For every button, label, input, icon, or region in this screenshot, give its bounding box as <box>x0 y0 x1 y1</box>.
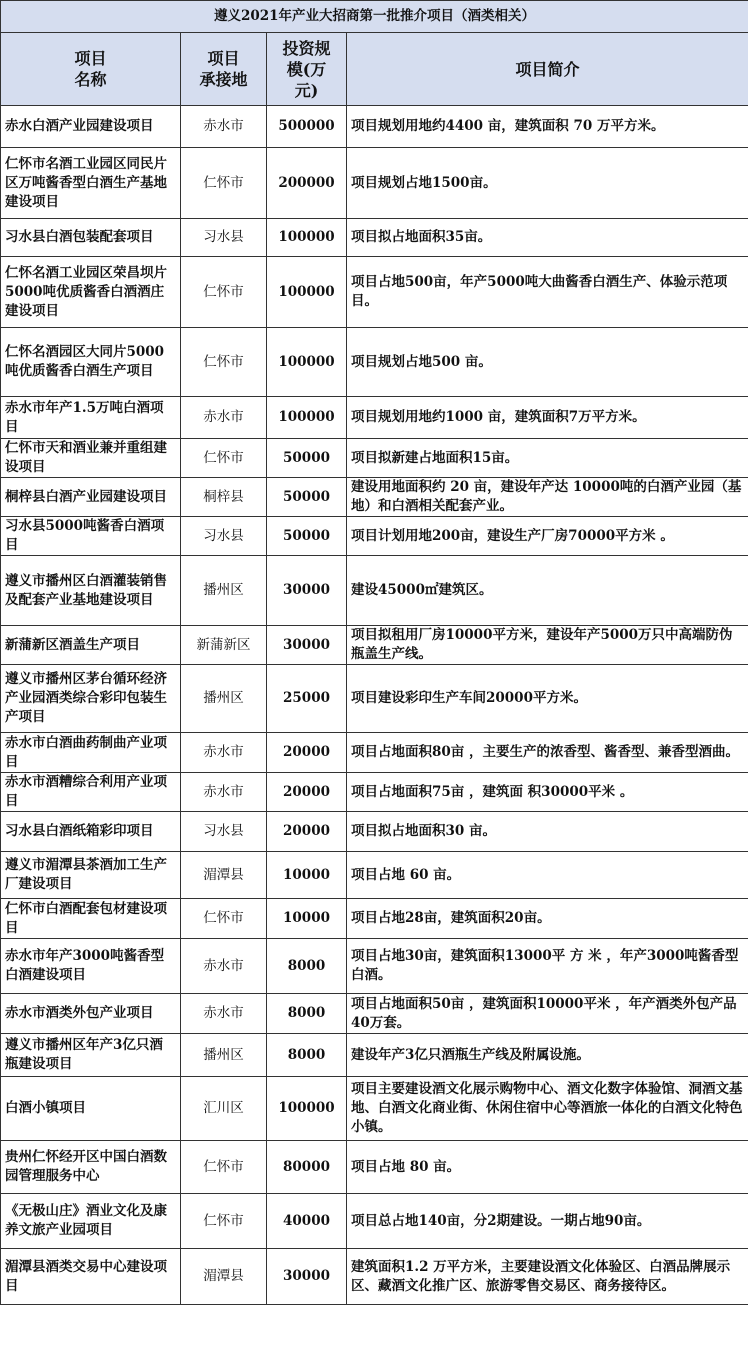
project-investment-cell: 8000 <box>267 1034 347 1077</box>
project-name-cell: 遵义市湄潭县茶酒加工生产厂建设项目 <box>1 852 181 899</box>
project-description-cell: 项目拟租用厂房10000平方米，建设年产5000万只中高端防伪瓶盖生产线。 <box>347 626 748 665</box>
table-row <box>1 812 748 852</box>
table-row <box>1 733 748 773</box>
project-description-cell: 项目占地面积80亩 ，主要生产的浓香型、酱香型、兼香型酒曲。 <box>347 733 748 773</box>
project-investment-cell: 100000 <box>267 1077 347 1141</box>
project-description-cell: 建设年产3亿只酒瓶生产线及附属设施。 <box>347 1034 748 1077</box>
project-description-cell: 项目占地面积50亩 ，建筑面积10000平米 ，年产酒类外包产品40万套。 <box>347 994 748 1034</box>
project-location-cell: 湄潭县 <box>181 1249 267 1305</box>
table-row <box>1 1249 748 1305</box>
project-location-cell: 桐梓县 <box>181 478 267 517</box>
project-investment-cell: 100000 <box>267 397 347 439</box>
project-location-cell: 赤水市 <box>181 773 267 812</box>
project-description-cell: 项目占地 80 亩。 <box>347 1141 748 1194</box>
table-row <box>1 1034 748 1077</box>
project-investment-cell: 100000 <box>267 328 347 397</box>
project-description-cell: 项目拟占地面积35亩。 <box>347 219 748 257</box>
project-location-cell: 仁怀市 <box>181 439 267 478</box>
project-description-cell: 项目总占地140亩，分2期建设。一期占地90亩。 <box>347 1194 748 1249</box>
project-investment-cell: 10000 <box>267 899 347 939</box>
project-description-cell: 项目规划占地500 亩。 <box>347 328 748 397</box>
project-description-cell: 项目主要建设酒文化展示购物中心、酒文化数字体验馆、洞酒文基地、白酒文化商业街、休闲住宿中心等酒旅一体化的白酒文化特色小镇。 <box>347 1077 748 1141</box>
project-location-cell: 仁怀市 <box>181 257 267 328</box>
project-description-cell: 建筑面积1.2 万平方米，主要建设酒文化体验区、白酒品牌展示区、藏酒文化推广区、旅游零售交易区、商务接待区。 <box>347 1249 748 1305</box>
project-investment-cell: 200000 <box>267 148 347 219</box>
project-location-cell: 仁怀市 <box>181 1141 267 1194</box>
project-name-cell: 仁怀市天和酒业兼并重组建设项目 <box>1 439 181 478</box>
table-row <box>1 626 748 665</box>
table-row <box>1 899 748 939</box>
table-row <box>1 397 748 439</box>
project-name-cell: 赤水市白酒曲药制曲产业项目 <box>1 733 181 773</box>
project-investment-cell: 80000 <box>267 1141 347 1194</box>
project-name-cell: 遵义市播州区年产3亿只酒瓶建设项目 <box>1 1034 181 1077</box>
header-description: 项目简介 <box>347 33 748 106</box>
project-name-cell: 赤水市酒类外包产业项目 <box>1 994 181 1034</box>
project-name-cell: 新蒲新区酒盖生产项目 <box>1 626 181 665</box>
project-location-cell: 汇川区 <box>181 1077 267 1141</box>
project-description-cell: 建设用地面积约 20 亩，建设年产达 10000吨的白酒产业园（基地）和白酒相关配套产业。 <box>347 478 748 517</box>
project-investment-cell: 10000 <box>267 852 347 899</box>
project-investment-cell: 30000 <box>267 1249 347 1305</box>
table-row <box>1 1141 748 1194</box>
project-location-cell: 播州区 <box>181 665 267 733</box>
table-row <box>1 439 748 478</box>
project-location-cell: 仁怀市 <box>181 1194 267 1249</box>
project-location-cell: 播州区 <box>181 556 267 626</box>
project-location-cell: 播州区 <box>181 1034 267 1077</box>
project-investment-cell: 8000 <box>267 994 347 1034</box>
project-location-cell: 赤水市 <box>181 733 267 773</box>
project-description-cell: 项目拟占地面积30 亩。 <box>347 812 748 852</box>
project-name-cell: 赤水市年产1.5万吨白酒项目 <box>1 397 181 439</box>
project-name-cell: 《无极山庄》酒业文化及康养文旅产业园项目 <box>1 1194 181 1249</box>
project-location-cell: 习水县 <box>181 219 267 257</box>
project-investment-cell: 8000 <box>267 939 347 994</box>
project-investment-cell: 30000 <box>267 626 347 665</box>
header-location: 项目 承接地 <box>181 33 267 106</box>
project-name-cell: 贵州仁怀经开区中国白酒数园管理服务中心 <box>1 1141 181 1194</box>
project-name-cell: 桐梓县白酒产业园建设项目 <box>1 478 181 517</box>
project-location-cell: 习水县 <box>181 517 267 556</box>
table-row <box>1 1077 748 1141</box>
project-location-cell: 仁怀市 <box>181 899 267 939</box>
project-description-cell: 项目计划用地200亩，建设生产厂房70000平方米 。 <box>347 517 748 556</box>
project-location-cell: 仁怀市 <box>181 148 267 219</box>
project-name-cell: 习水县白酒包装配套项目 <box>1 219 181 257</box>
project-description-cell: 项目占地30亩，建筑面积13000平 方 米 ，年产3000吨酱香型白酒。 <box>347 939 748 994</box>
project-description-cell: 项目占地 60 亩。 <box>347 852 748 899</box>
project-investment-cell: 20000 <box>267 812 347 852</box>
project-location-cell: 习水县 <box>181 812 267 852</box>
project-description-cell: 项目规划占地1500亩。 <box>347 148 748 219</box>
project-name-cell: 仁怀名酒园区大同片5000吨优质酱香白酒生产项目 <box>1 328 181 397</box>
project-name-cell: 仁怀市名酒工业园区同民片区万吨酱香型白酒生产基地建设项目 <box>1 148 181 219</box>
table-row <box>1 106 748 148</box>
project-name-cell: 赤水白酒产业园建设项目 <box>1 106 181 148</box>
table-row <box>1 556 748 626</box>
project-investment-cell: 20000 <box>267 733 347 773</box>
project-name-cell: 仁怀市白酒配套包材建设项目 <box>1 899 181 939</box>
table-row <box>1 478 748 517</box>
table-row <box>1 852 748 899</box>
project-name-cell: 湄潭县酒类交易中心建设项目 <box>1 1249 181 1305</box>
project-investment-cell: 50000 <box>267 517 347 556</box>
project-description-cell: 项目规划用地约4400 亩，建筑面积 70 万平方米。 <box>347 106 748 148</box>
project-description-cell: 建设45000㎡建筑区。 <box>347 556 748 626</box>
project-location-cell: 赤水市 <box>181 994 267 1034</box>
title-row <box>1 1 748 33</box>
project-description-cell: 项目规划用地约1000 亩，建筑面积7万平方米。 <box>347 397 748 439</box>
table-row <box>1 219 748 257</box>
project-location-cell: 赤水市 <box>181 939 267 994</box>
table-row <box>1 328 748 397</box>
project-location-cell: 赤水市 <box>181 106 267 148</box>
project-name-cell: 仁怀名酒工业园区荣昌坝片5000吨优质酱香白酒酒庄建设项目 <box>1 257 181 328</box>
header-row <box>1 33 748 106</box>
project-investment-cell: 500000 <box>267 106 347 148</box>
project-name-cell: 赤水市酒糟综合利用产业项目 <box>1 773 181 812</box>
project-investment-cell: 25000 <box>267 665 347 733</box>
project-investment-cell: 100000 <box>267 219 347 257</box>
project-name-cell: 遵义市播州区白酒灌装销售及配套产业基地建设项目 <box>1 556 181 626</box>
project-name-cell: 赤水市年产3000吨酱香型白酒建设项目 <box>1 939 181 994</box>
project-investment-cell: 30000 <box>267 556 347 626</box>
table-row <box>1 148 748 219</box>
project-investment-cell: 40000 <box>267 1194 347 1249</box>
project-investment-cell: 50000 <box>267 478 347 517</box>
project-name-cell: 习水县白酒纸箱彩印项目 <box>1 812 181 852</box>
project-description-cell: 项目拟新建占地面积15亩。 <box>347 439 748 478</box>
project-location-cell: 仁怀市 <box>181 328 267 397</box>
table-row <box>1 939 748 994</box>
project-location-cell: 赤水市 <box>181 397 267 439</box>
project-investment-cell: 100000 <box>267 257 347 328</box>
header-investment: 投资规 模(万 元) <box>267 33 347 106</box>
sheet-title: 遵义2021年产业大招商第一批推介项目（酒类相关） <box>1 1 748 33</box>
project-investment-cell: 50000 <box>267 439 347 478</box>
table-row <box>1 665 748 733</box>
table-row <box>1 257 748 328</box>
project-description-cell: 项目占地28亩，建筑面积20亩。 <box>347 899 748 939</box>
table-row <box>1 1194 748 1249</box>
table-row <box>1 773 748 812</box>
project-location-cell: 新蒲新区 <box>181 626 267 665</box>
project-location-cell: 湄潭县 <box>181 852 267 899</box>
project-description-cell: 项目占地面积75亩 ，建筑面 积30000平米 。 <box>347 773 748 812</box>
project-description-cell: 项目占地500亩，年产5000吨大曲酱香白酒生产、体验示范项目。 <box>347 257 748 328</box>
table-row <box>1 517 748 556</box>
project-name-cell: 白酒小镇项目 <box>1 1077 181 1141</box>
header-name: 项目 名称 <box>1 33 181 106</box>
table-row <box>1 994 748 1034</box>
project-name-cell: 遵义市播州区茅台循环经济产业园酒类综合彩印包装生产项目 <box>1 665 181 733</box>
project-name-cell: 习水县5000吨酱香白酒项目 <box>1 517 181 556</box>
project-description-cell: 项目建设彩印生产车间20000平方米。 <box>347 665 748 733</box>
project-investment-cell: 20000 <box>267 773 347 812</box>
